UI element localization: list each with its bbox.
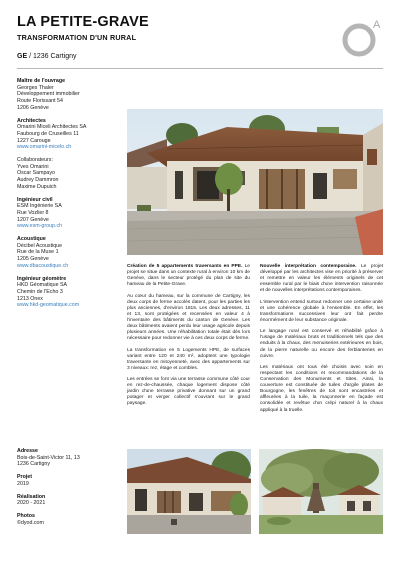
paragraph-text: Le projet développé par les architectes vise en priorité à préserver et remettre en valeur les éléments originels de cet ensemble rural par le biais d'une intervention raisonnée et de nouvelles interprétations contemporaines.: [260, 264, 383, 294]
civil-engineer-block: [17, 197, 107, 231]
architects-block: [17, 118, 107, 152]
project-block: [17, 474, 107, 487]
photos-block: [17, 513, 107, 526]
geometer-heading: Ingénieur géomètre: [17, 275, 67, 282]
body-column-left: [127, 264, 250, 413]
collaborator-name: Audrey Dammron: [17, 177, 59, 184]
page-subtitle: TRANSFORMATION D'UN RURAL: [17, 33, 137, 42]
body-paragraph: Au cœur du hameau, sur la commune de Cartigny, les deux corps de ferme accolés datent, pour les parties les plus anciennes, d'environ 1815. Les deux adresses, 11 et 13, sont protégées et recensées en valeur 4 à l'inventaire des bâtiments du canton de Genève. Les deux bâtiments avaient perdu leur usage agricole depuis plusieurs années. Une réhabilitation totale était dès lors nécessaire pour redonner vie à ces deux corps de ferme.: [127, 293, 250, 342]
paragraph-lead: Création de 5 appartements traversants en PPE.: [127, 264, 243, 269]
civil-engineer-heading: Ingénieur civil: [17, 196, 53, 203]
project-year: 2019: [17, 480, 29, 487]
location-line: [17, 53, 77, 60]
photos-heading: Photos: [17, 512, 35, 519]
circle-a-logo-icon: [339, 16, 383, 60]
civil-engineer-line: ESM Ingénierie SA: [17, 203, 62, 210]
address-line: Bois-de-Saint-Victor 11, 13: [17, 454, 80, 461]
realisation-block: [17, 494, 107, 507]
canton-code: GE: [17, 53, 28, 60]
address-line: 1236 Cartigny: [17, 461, 50, 468]
architects-line: 1227 Carouge: [17, 137, 51, 144]
body-paragraph: [260, 264, 383, 294]
owner-line: 1206 Genève: [17, 104, 49, 111]
paragraph-text: Le projet se situe dans un contexte rural à environ 10 km de Genève, dans le secteur protégé du plan de site du hameau de la Petite-Grave.: [127, 264, 251, 288]
owner-line: Route Florissant 54: [17, 98, 63, 105]
collaborators-block: [17, 157, 107, 191]
arcade-facade-photo: [127, 449, 251, 534]
geometer-link[interactable]: www.hkd-geomatique.com: [17, 302, 80, 309]
collaborators-heading: Collaborateurs:: [17, 157, 53, 164]
collaborator-name: Yves Omarini: [17, 163, 49, 170]
civil-engineer-link[interactable]: www.esm-group.ch: [17, 223, 63, 230]
credits-sidebar: [17, 78, 107, 315]
acoustics-link[interactable]: www.dbacoustique.ch: [17, 262, 69, 269]
logo-letter: A: [373, 19, 381, 31]
header-divider: [17, 68, 383, 69]
owner-heading: Maître de l'ouvrage: [17, 78, 66, 84]
acoustics-block: [17, 236, 107, 270]
body-paragraph: La transformation en 5 Logements HPE, de surfaces variant entre 120 et 240 m², adoptent une typologie traversante en mitoyenneté, avec des appartements sur 3 niveaux: rez, étage et combles.: [127, 347, 250, 371]
realisation-years: 2020 - 2021: [17, 500, 46, 507]
geometer-line: Chemin de l'Echo 3: [17, 288, 63, 295]
body-paragraph: [127, 264, 250, 288]
body-column-right: [260, 264, 383, 419]
geometer-block: [17, 276, 107, 310]
project-heading: Projet: [17, 474, 33, 481]
body-paragraph: Les matériaux ont tous été choisis avec soin en respectant les conditions et recommandations de la Conservation des Monuments et Sites. Ainsi, la couverture est constituée de tuiles d'argile plates de Bourgogne, les fenêtres de toit sont encastrées et affleurées à la tuile, la maçonnerie en façade est consolidée et revêtue d'un crépi naturel à la chaux appliqué à la truelle.: [260, 364, 383, 413]
acoustics-line: Décibel Acoustique: [17, 242, 63, 249]
owner-line: Développement immobilier: [17, 91, 80, 98]
architects-line: Omarini Miceli Architectes SA: [17, 124, 87, 131]
owner-line: Georges Thaler: [17, 84, 54, 91]
paragraph-lead: Nouvelle interprétation contemporaine.: [260, 264, 357, 269]
acoustics-heading: Acoustique: [17, 236, 46, 243]
geometer-line: 1213 Onex: [17, 295, 43, 302]
project-facts-sidebar: [17, 448, 107, 532]
acoustics-line: 1205 Genève: [17, 256, 49, 263]
owner-block: [17, 78, 107, 112]
garden-tree-photo: [259, 449, 383, 534]
collaborator-name: Oscar Sampayo: [17, 170, 55, 177]
civil-engineer-line: 1207 Genève: [17, 216, 49, 223]
architects-line: Faubourg de Cruseilles 11: [17, 130, 79, 137]
realisation-heading: Réalisation: [17, 493, 46, 500]
geometer-line: HKD Géomatique SA: [17, 282, 68, 289]
body-paragraph: Le langage rural est conservé et réhabilité grâce à l'usage de matériaux bruts et traditionnels tels que des enduits à la chaux, des menuiseries extérieures en bois, de la pierre naturelle ou encore des ferblanteries en cuivre.: [260, 329, 383, 359]
farmhouse-courtyard-photo: [127, 109, 383, 255]
photo-credit: ©dyod.com: [17, 519, 44, 526]
address-block: [17, 448, 107, 468]
address-heading: Adresse: [17, 448, 38, 454]
body-paragraph: Les entrées se font via une terrasse commune côté cour en rez-de-chaussée, chaque logement dispose côté jardin d'une terrasse privative donnant sur un grand potager et verger collectif s'ouvrant sur le grand paysage.: [127, 377, 250, 407]
acoustics-line: Rue de la Muse 1: [17, 249, 59, 256]
page-title: LA PETITE-GRAVE: [17, 14, 149, 30]
collaborator-name: Maxime Dupuich: [17, 183, 57, 190]
architects-heading: Architectes: [17, 117, 46, 124]
body-paragraph: L'intervention entend surtout redonner une certaine unité et une cohérence globale à l'ensemble. En effet, les transformations successives leur ont fait perdre énormément de leur substance originale.: [260, 299, 383, 323]
civil-engineer-line: Rue Vozlier 8: [17, 209, 49, 216]
location-town: / 1236 Cartigny: [27, 53, 77, 60]
architects-link[interactable]: www.omarini-micelo.ch: [17, 144, 72, 151]
